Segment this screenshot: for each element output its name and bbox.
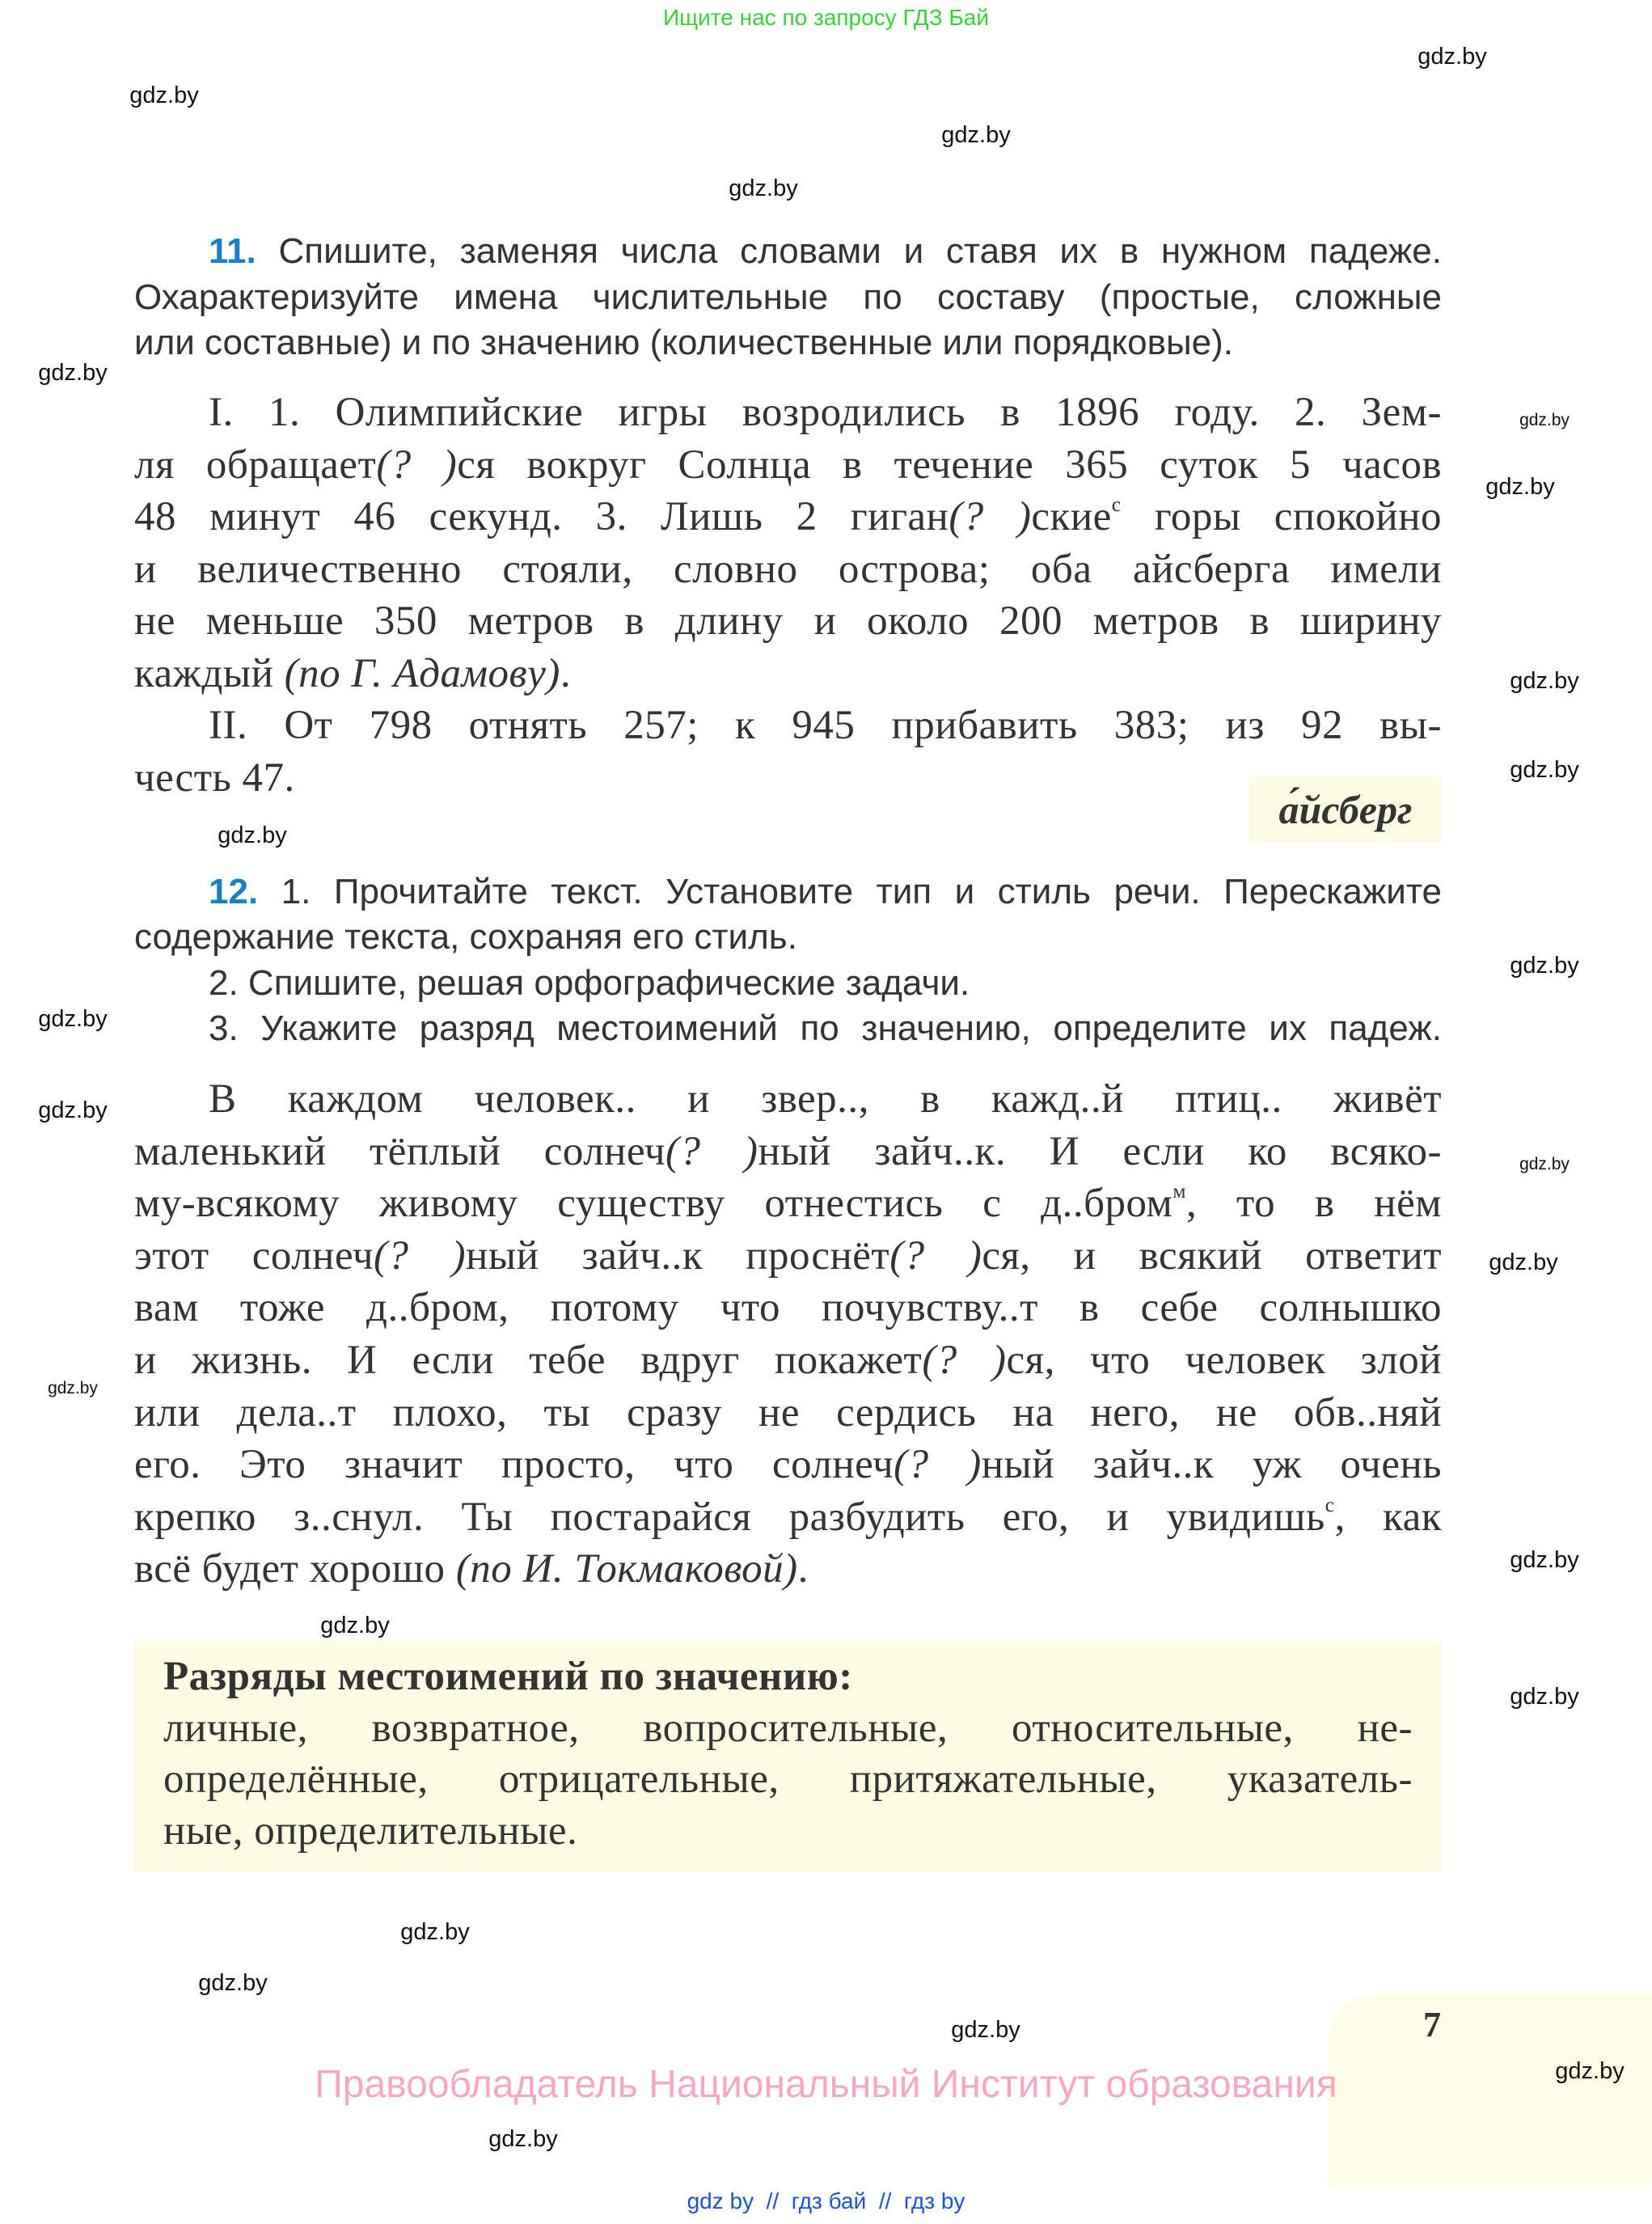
text-line <box>134 1334 1442 1386</box>
text-segment: (по И. Токмаковой) <box>455 1546 798 1592</box>
text-line <box>134 491 1442 543</box>
text-segment: . <box>560 650 572 696</box>
text-segment: этот солнеч <box>134 1233 374 1279</box>
text-line <box>134 387 1442 438</box>
watermark: gdz.by <box>729 175 798 201</box>
text-segment: всё будет хорошо <box>134 1546 456 1592</box>
text-segment: 1. Прочитайте текст. Установите тип и стиль речи. Перескажите <box>258 872 1442 911</box>
text-segment: или дела..т плохо, ты сразу не сердись на него, не обв..няй <box>134 1389 1442 1435</box>
text-segment: ся, что человек злой <box>1006 1338 1443 1383</box>
text-segment: , как <box>1334 1494 1442 1540</box>
watermark: gdz.by <box>1418 44 1487 70</box>
task-11-text <box>134 387 1442 804</box>
text-segment: горы спокойно <box>1121 494 1442 539</box>
text-segment: ный зайч..к. И если ко всяко- <box>758 1128 1442 1174</box>
watermark: gdz.by <box>1510 953 1579 979</box>
footnote-mark: м <box>1172 1179 1186 1203</box>
text-segment: его. Это значит просто, что солнеч <box>134 1442 894 1488</box>
text-segment: честь 47. <box>134 755 295 801</box>
watermark: gdz.by <box>1519 1155 1570 1173</box>
text-segment: и жизнь. И если тебе вдруг покажет <box>134 1338 923 1383</box>
text-segment: , то в нём <box>1185 1181 1442 1227</box>
watermark: gdz.by <box>320 1613 390 1638</box>
text-segment: ные, определительные. <box>163 1808 578 1854</box>
watermark: gdz.by <box>1510 1684 1579 1710</box>
vocabulary-word-box <box>1249 777 1442 842</box>
text-segment: не меньше 350 метров в длину и около 200 метров в ширину <box>134 598 1442 644</box>
watermark: gdz.by <box>400 1919 470 1945</box>
watermark: gdz.by <box>218 822 287 848</box>
rights-holder-notice: Правообладатель Национальный Институт образования <box>315 2063 1337 2106</box>
vocabulary-word: а́йсберг <box>1278 787 1413 832</box>
task-12-instruction <box>134 869 1442 1051</box>
text-segment: (? ) <box>374 1233 467 1279</box>
watermark: gdz.by <box>129 82 199 108</box>
rule-box-text <box>163 1651 1413 1857</box>
page-number: 7 <box>1423 2005 1441 2044</box>
text-line <box>134 595 1442 647</box>
watermark: gdz.by <box>951 2017 1020 2043</box>
text-segment: Спишите, заменяя числа словами и ставя их в нужном падеже. <box>256 231 1442 271</box>
text-line <box>163 1651 853 1702</box>
text-segment: маленький тёплый солнеч <box>134 1128 665 1174</box>
watermark: gdz.by <box>198 1970 268 1996</box>
text-line <box>134 1230 1442 1282</box>
text-segment: (? ) <box>922 1338 1007 1383</box>
watermark: gdz.by <box>38 1097 108 1123</box>
text-segment: ские <box>1031 494 1112 539</box>
watermark: gdz.by <box>48 1379 98 1397</box>
footnote-mark: с <box>1325 1492 1335 1516</box>
footnote-mark: с <box>1111 493 1122 517</box>
text-segment: (? ) <box>376 442 458 488</box>
text-line <box>134 1178 1442 1229</box>
text-line <box>134 961 970 1006</box>
task-number: 11. <box>209 231 256 271</box>
text-segment: ля обращает <box>134 442 377 488</box>
text-segment: му-всякому живому существу отнестись с д..бром <box>134 1181 1173 1227</box>
text-line <box>134 648 571 700</box>
text-line <box>134 439 1442 491</box>
text-line <box>134 752 295 804</box>
watermark: gdz.by <box>1519 411 1570 429</box>
text-segment: (? ) <box>949 494 1032 539</box>
text-segment: В каждом человек.. и звер.., в кажд..й птиц.. живёт <box>209 1076 1442 1122</box>
watermark: gdz.by <box>1485 474 1555 500</box>
text-segment: содержание текста, сохраняя его стиль. <box>134 917 797 958</box>
text-segment: 2. Спишите, решая орфографические задачи. <box>209 962 970 1003</box>
text-line <box>134 869 1442 915</box>
text-segment: ся вокруг Солнца в течение 365 суток 5 часов <box>457 442 1443 488</box>
text-segment: или составные) и по значению (количественные или порядковые). <box>134 323 1233 362</box>
text-line <box>163 1805 577 1857</box>
text-line <box>163 1753 1413 1805</box>
footer-links[interactable]: gdz by // гдз бай // гдз by <box>687 2188 965 2213</box>
watermark: gdz.by <box>1489 1249 1558 1275</box>
watermark: gdz.by <box>1555 2058 1625 2084</box>
text-line <box>134 1543 809 1595</box>
text-segment: II. От 798 отнять 257; к 945 прибавить 383; из 92 вы- <box>209 703 1442 748</box>
text-line <box>134 229 1442 274</box>
text-segment: . <box>797 1546 809 1592</box>
watermark: gdz.by <box>488 2126 558 2152</box>
text-line <box>134 320 1233 366</box>
page-number-box <box>1327 1994 1652 2186</box>
text-segment: (? ) <box>894 1442 982 1488</box>
text-segment: ный зайч..к проснёт <box>466 1233 890 1279</box>
watermark: gdz.by <box>38 360 108 386</box>
watermark: gdz.by <box>1510 668 1579 694</box>
text-segment: 3. Укажите разряд местоимений по значению, определите их падеж. <box>209 1008 1442 1048</box>
text-line <box>134 543 1442 595</box>
text-line <box>134 1006 1442 1051</box>
watermark: gdz.by <box>1510 1547 1579 1573</box>
text-segment: определённые, отрицательные, притяжательные, указатель- <box>163 1757 1413 1803</box>
watermark: gdz.by <box>941 122 1011 148</box>
text-segment: (? ) <box>889 1233 982 1279</box>
search-note: Ищите нас по запросу ГДЗ Бай <box>662 5 990 30</box>
text-line <box>134 1491 1442 1543</box>
text-line <box>134 1282 1442 1334</box>
text-segment: ный зайч..к уж очень <box>981 1442 1443 1488</box>
text-line <box>134 275 1442 320</box>
text-segment: (? ) <box>665 1128 758 1174</box>
text-segment: 48 минут 46 секунд. 3. Лишь 2 гиган <box>134 494 949 539</box>
text-segment: (по Г. Адамову) <box>284 650 560 696</box>
text-segment: и величественно стояли, словно острова; оба айсберга имели <box>134 546 1442 592</box>
text-segment: вам тоже д..бром, потому что почувству..т в себе солнышко <box>134 1285 1442 1331</box>
text-line <box>134 915 797 960</box>
text-segment: Охарактеризуйте имена числительные по составу (простые, сложные <box>134 277 1442 317</box>
task-11-instruction <box>134 229 1442 366</box>
task-12-text <box>134 1073 1442 1596</box>
watermark: gdz.by <box>38 1006 108 1032</box>
rule-box <box>134 1641 1442 1872</box>
text-segment: I. 1. Олимпийские игры возродились в 1896 году. 2. Зем- <box>209 390 1442 435</box>
text-line <box>134 700 1442 751</box>
text-segment: ся, и всякий ответит <box>982 1233 1443 1279</box>
text-line <box>134 1073 1442 1125</box>
text-segment: крепко з..снул. Ты постарайся разбудить его, и увидишь <box>134 1494 1325 1540</box>
text-line <box>134 1126 1442 1178</box>
text-segment: каждый <box>134 650 285 696</box>
text-line <box>134 1387 1442 1439</box>
text-segment: Разряды местоимений по значению: <box>163 1654 853 1699</box>
watermark: gdz.by <box>1510 757 1579 783</box>
text-segment: личные, возвратное, вопросительные, относительные, не- <box>163 1705 1413 1751</box>
task-number: 12. <box>209 872 259 911</box>
text-line <box>163 1702 1413 1754</box>
text-line <box>134 1439 1442 1490</box>
